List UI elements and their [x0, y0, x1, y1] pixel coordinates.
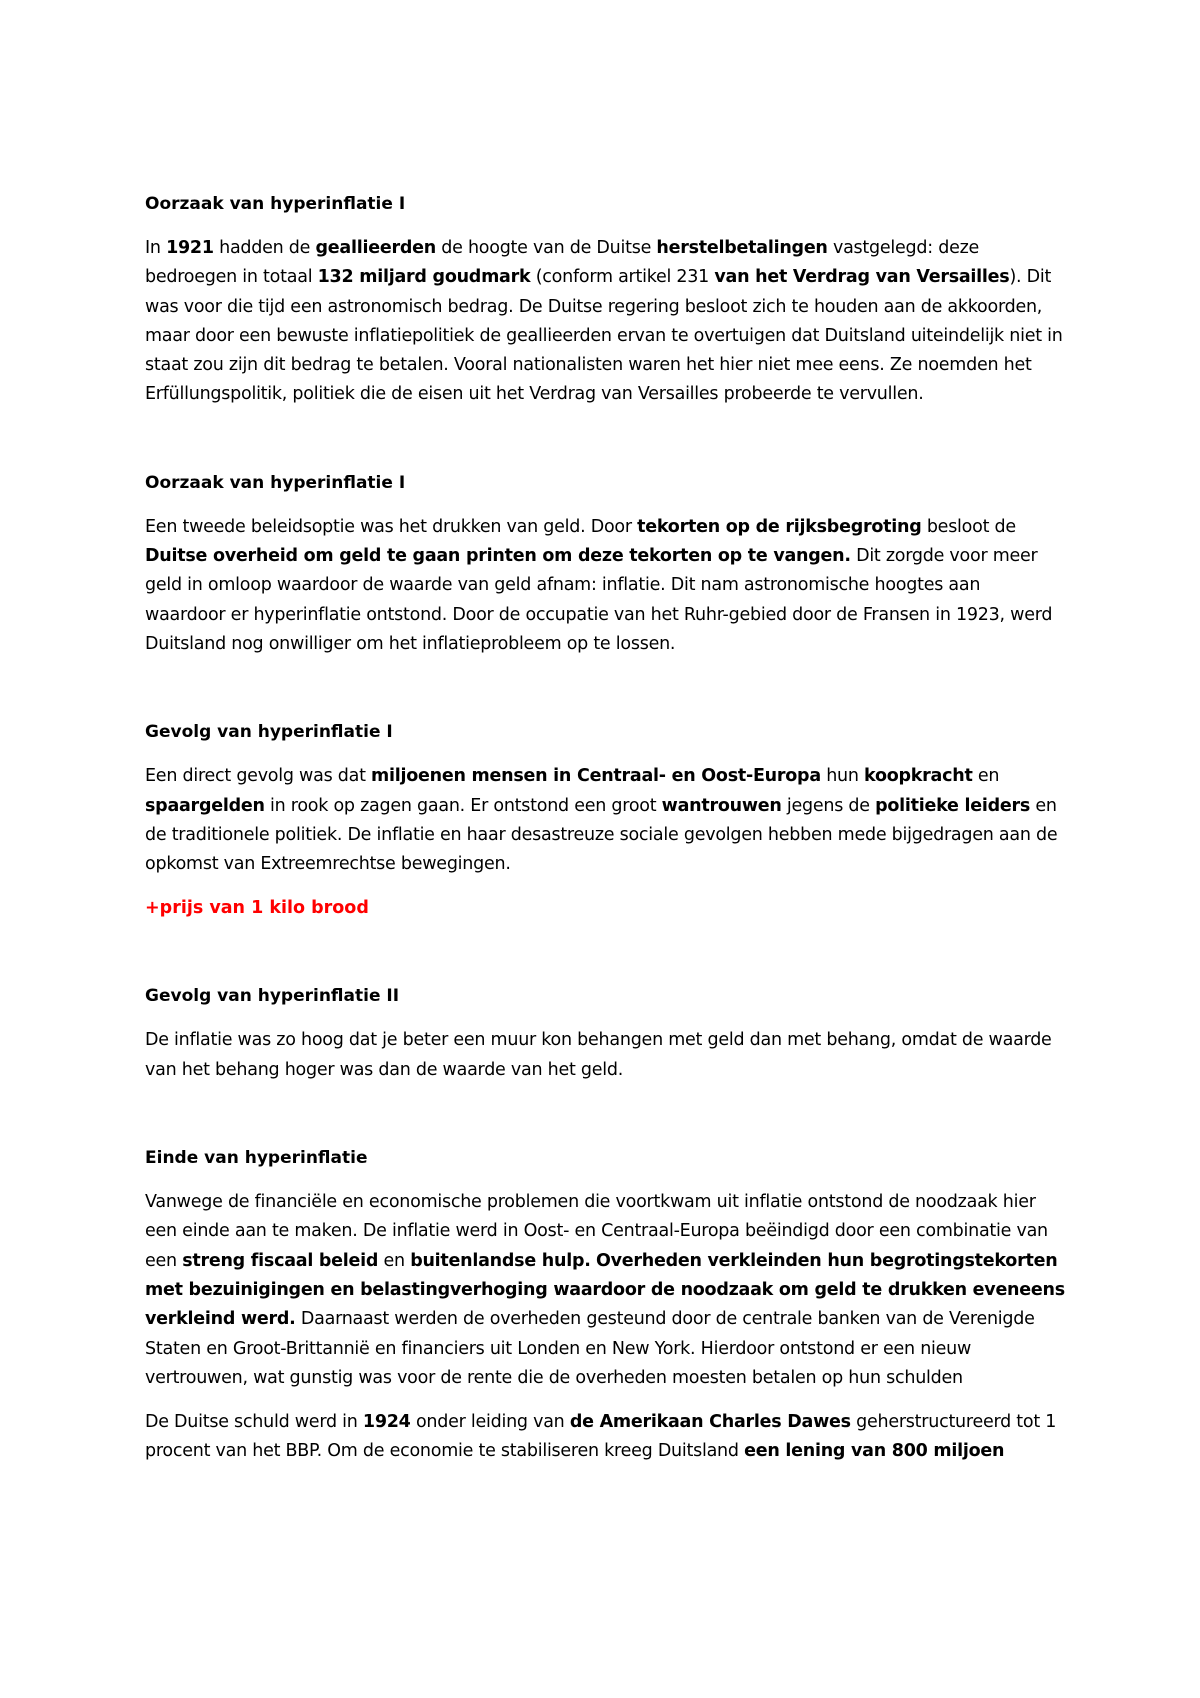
text-run: vastgelegd: deze bedroegen in totaal	[145, 238, 980, 288]
spacer	[145, 938, 1065, 982]
section-heading: Gevolg van hyperinflatie I	[145, 722, 393, 743]
bold-text-run: koopkracht	[864, 766, 973, 787]
bold-text-run: geallieerden	[315, 238, 436, 258]
text-run: geherstructureerd tot 1 procent van het BBP. Om de economie te stabiliseren kreeg Duitsland	[145, 1412, 1057, 1462]
spacer	[145, 1100, 1065, 1144]
section-heading: Oorzaak van hyperinflatie I	[145, 472, 406, 493]
spacer	[145, 425, 1065, 469]
text-run: jegens de	[781, 795, 876, 816]
bold-text-run: buitenlandse hulp.	[410, 1250, 591, 1271]
text-run: De Duitse schuld werd in	[145, 1412, 363, 1433]
section-effect-2	[145, 982, 1065, 1085]
bold-text-run: tekorten op de rijksbegroting	[637, 516, 922, 537]
bold-text-run: miljoenen mensen in Centraal- en Oost-Europa	[371, 766, 821, 787]
bold-text-run: streng fiscaal beleid	[182, 1250, 379, 1271]
text-run: Vanwege de financiële en economische problemen die voortkwam uit inflatie ontstond de noodzaak hier een einde aan te maken. De inflatie werd in Oost- en Centraal-Europa beëindigd door een combinatie van een	[145, 1192, 1048, 1271]
bold-text-run: 1924	[362, 1412, 411, 1433]
bold-text-run: herstelbetalingen	[656, 238, 828, 258]
text-run: besloot de	[921, 516, 1016, 537]
bold-text-run: Overheden verkleinden hun begrotingstekorten met bezuinigingen en belastingverhoging waardoor de noodzaak om geld te drukken eveneens verkleind werd.	[145, 1250, 1065, 1330]
bold-text-run: de Amerikaan Charles Dawes	[569, 1412, 851, 1433]
text-run: hun	[820, 766, 865, 787]
text-run: Een tweede beleidsoptie was het drukken van geld. Door	[145, 516, 638, 537]
paragraph	[145, 1408, 1065, 1467]
bold-text-run: politieke leiders	[875, 795, 1031, 816]
paragraph	[145, 234, 1065, 410]
text-run: in rook op zagen gaan. Er ontstond een groot	[264, 795, 662, 816]
text-run: de hoogte van de Duitse	[435, 238, 657, 258]
bold-text-run: wantrouwen	[661, 795, 782, 816]
bold-text-run: van het Verdrag van Versailles	[714, 267, 1010, 288]
paragraph	[145, 513, 1065, 659]
section-effect-1	[145, 718, 1065, 923]
section-heading: Oorzaak van hyperinflatie I	[145, 194, 406, 214]
bold-text-run: een lening van 800 miljoen	[744, 1441, 1005, 1462]
paragraph	[145, 762, 1065, 879]
text-run: ). Dit was voor die tijd een astronomisch bedrag. De Duitse regering besloot zich te houden aan de akkoorden, maar door een bewuste inflatiepolitiek de geallieerden ervan te overtuigen dat Duitsland uiteindelijk niet in staat zou zijn dit bedrag te betalen. Vooral nationalisten waren het hier niet mee eens. Ze noemden het Erfüllungspolitik, politiek die de eisen uit het Verdrag van Versailles probeerde te vervullen.	[145, 267, 1063, 405]
text-run: hadden de	[213, 238, 316, 258]
text-run: Een direct gevolg was dat	[145, 766, 372, 787]
text-run: en	[972, 766, 1000, 787]
text-run: Daarnaast werden de overheden gesteund door de centrale banken van de Verenigde Staten en Groot-Brittannië en financiers uit Londen en New York. Hierdoor ontstond er een nieuw vertrouwen, wat gunstig was voor de rente die de overheden moesten betalen op hun schulden	[145, 1309, 1035, 1388]
spacer	[145, 674, 1065, 718]
text-run: (conform artikel 231	[530, 267, 715, 288]
bold-text-run: spaargelden	[145, 795, 265, 816]
text-run: Dit zorgde voor meer geld in omloop waardoor de waarde van geld afnam: inflatie. Dit nam astronomische hoogtes aan waardoor er hyperinflatie ontstond. Door de occupatie van het Ruhr-gebied door de Fransen in 1923, werd Duitsland nog onwilliger om het inflatieprobleem op te lossen.	[145, 546, 1053, 654]
text-run: en de traditionele politiek. De inflatie en haar desastreuze sociale gevolgen hebben mede bijgedragen aan de opkomst van Extreemrechtse bewegingen.	[145, 795, 1058, 875]
text-run: en	[378, 1250, 411, 1271]
paragraph	[145, 1188, 1065, 1393]
text-run: onder leiding van	[410, 1412, 570, 1433]
paragraph	[145, 1026, 1065, 1085]
section-end	[145, 1144, 1065, 1467]
section-heading: Einde van hyperinflatie	[145, 1148, 368, 1169]
text-run: De inflatie was zo hoog dat je beter een muur kon behangen met geld dan met behang, omdat de waarde van het behang hoger was dan de waarde van het geld.	[145, 1030, 1052, 1080]
text-run: In	[145, 238, 167, 258]
bold-text-run: Duitse overheid om geld te gaan printen om deze tekorten op te vangen.	[145, 546, 851, 567]
bold-text-run: 1921	[166, 238, 214, 258]
section-cause-2	[145, 469, 1065, 659]
bold-text-run: 132 miljard goudmark	[317, 267, 531, 288]
red-note: +prijs van 1 kilo brood	[145, 898, 369, 919]
section-cause-1	[145, 190, 1065, 410]
section-heading: Gevolg van hyperinflatie II	[145, 986, 400, 1007]
